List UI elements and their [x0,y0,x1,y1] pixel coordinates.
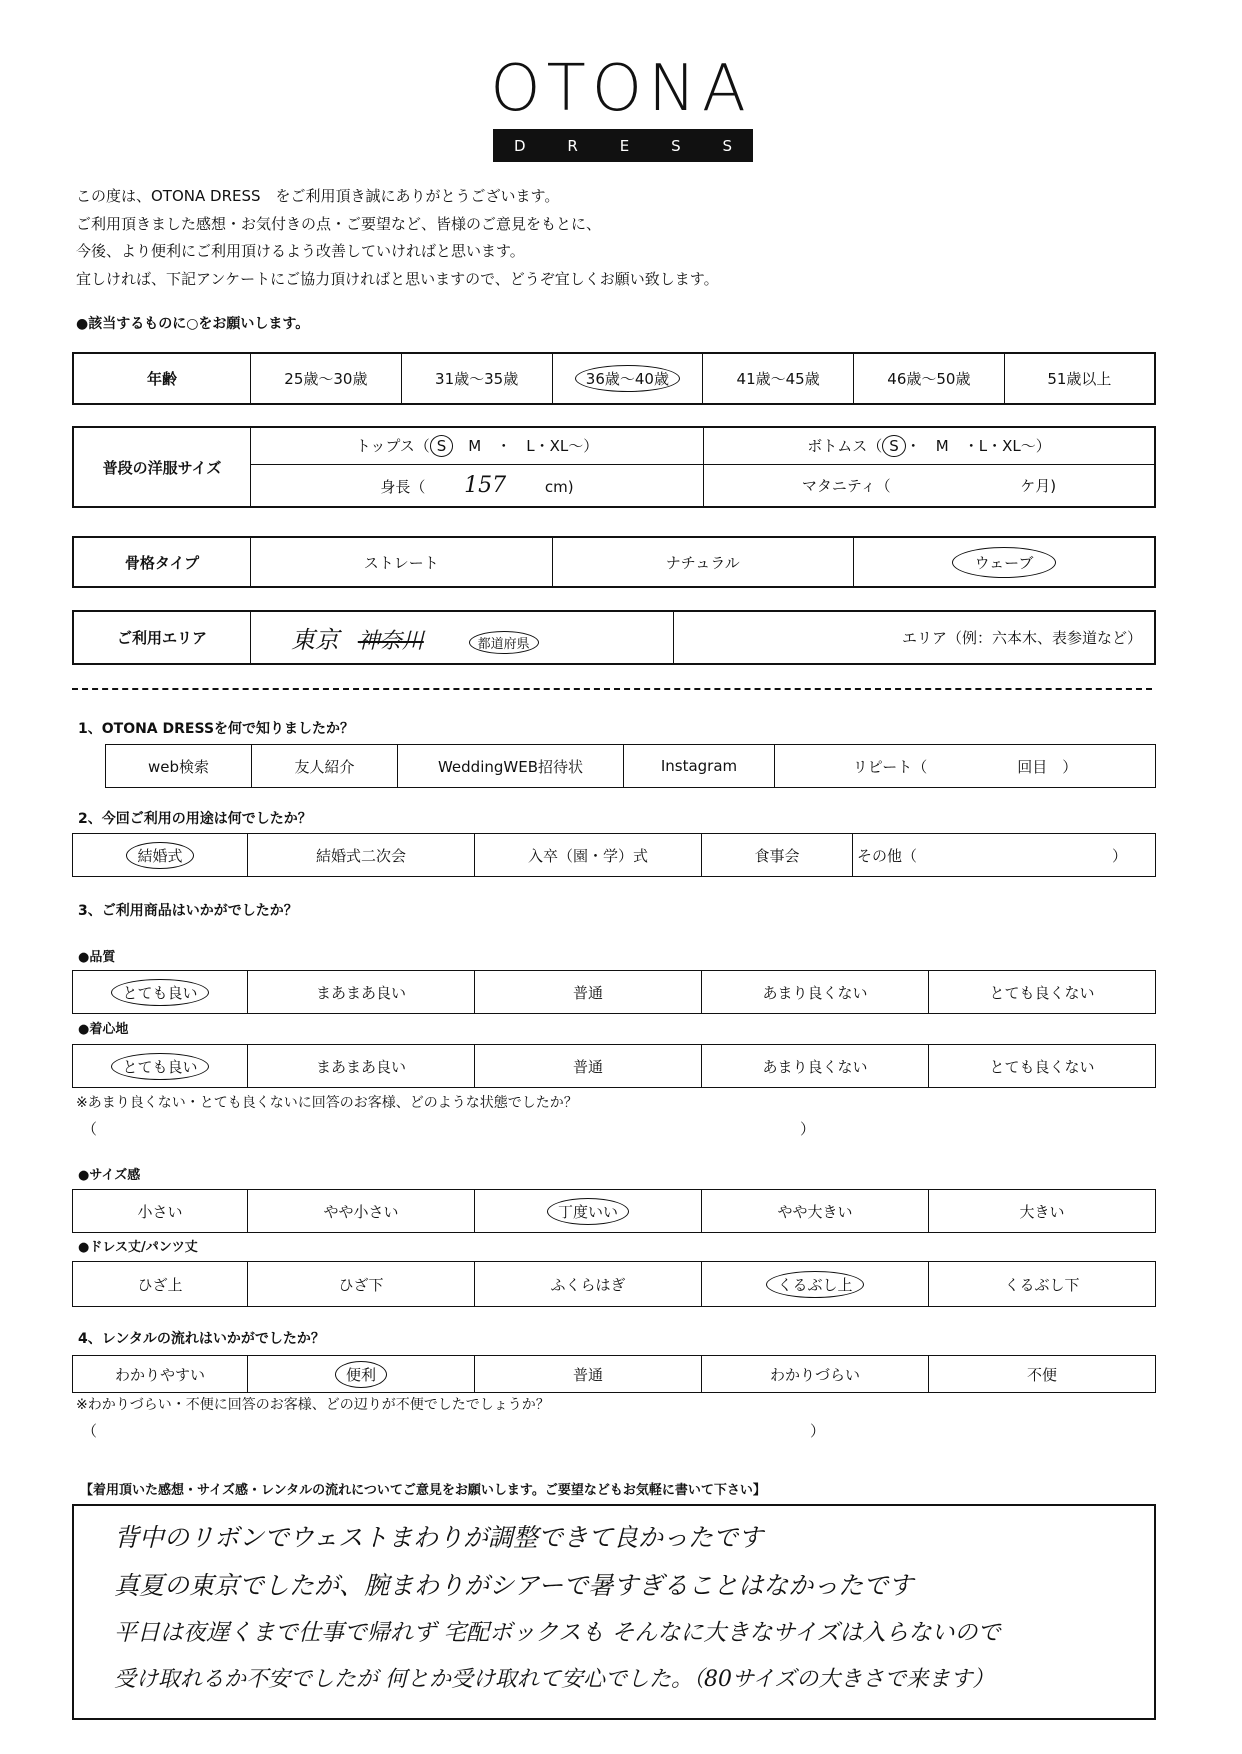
height-label: 身長（ [380,478,426,497]
frame-type-label: 骨格タイプ [73,537,251,587]
q2-option[interactable]: 食事会 [702,834,853,877]
selection-circle: 便利 [335,1361,387,1388]
area-table [72,610,1156,665]
logo-letter: S [671,136,681,155]
q3-note: ※あまり良くない・とても良くないに回答のお客様、どのような状態でしたか？ [76,1095,578,1111]
clothing-size-table [72,426,1156,508]
age-label: 年齢 [73,353,251,404]
frame-option-selected[interactable] [854,537,1156,587]
area-label: ご利用エリア [73,611,251,664]
age-option-selected[interactable] [552,353,703,404]
comfort-option[interactable]: とても良くない [929,1045,1156,1088]
frame-type-table [72,536,1156,588]
quality-table [72,970,1156,1014]
clothing-size-label: 普段の洋服サイズ [73,427,251,507]
age-option[interactable]: 41歳〜45歳 [703,353,854,404]
comfort-option[interactable]: 普通 [475,1045,702,1088]
bottoms-rest: ・ M ・L・XL〜） [905,437,1051,456]
selection-circle: とても良い [111,979,208,1006]
length-option[interactable]: ひざ下 [248,1262,475,1307]
fit-label: ●サイズ感 [78,1168,141,1183]
selection-circle: 36歳〜40歳 [575,365,680,392]
logo-title: OTONA [490,52,752,126]
quality-option[interactable]: 普通 [475,971,702,1014]
open-paren: （ [82,1120,98,1138]
q4-table [72,1355,1156,1393]
comfort-label: ●着心地 [78,1022,129,1037]
q2-table [72,833,1156,877]
bottoms-size[interactable] [704,427,1156,465]
selection-circle: 結婚式 [126,842,193,869]
area-hint[interactable]: エリア（例：六本木、表参道など） [674,611,1156,664]
logo-letter: R [567,136,578,155]
selection-circle: 丁度いい [547,1198,629,1225]
open-paren: （ [82,1422,98,1440]
fit-option[interactable]: やや小さい [248,1190,475,1233]
prefecture-field[interactable] [251,611,674,664]
frame-option[interactable]: ナチュラル [552,537,854,587]
q2-option[interactable]: その他（ ） [853,834,1156,877]
intro-line: 今後、より便利にご利用頂けるよう改善していければと思います。 [76,242,525,260]
intro-line: この度は、OTONA DRESS をご利用頂き誠にありがとうございます。 [76,187,560,205]
circle-instruction: ●該当するものに○をお願いします。 [76,316,310,332]
q4-option[interactable]: 不便 [929,1356,1156,1393]
selection-circle: S [882,435,906,457]
q2-option[interactable]: 入卒（園・学）式 [475,834,702,877]
q4-title: 4、レンタルの流れはいかがでしたか？ [78,1331,325,1347]
length-table [72,1261,1156,1307]
tops-label: トップス（ [355,437,430,456]
selection-circle: とても良い [111,1053,208,1080]
fit-option-selected[interactable] [475,1190,702,1233]
length-option[interactable]: くるぶし下 [929,1262,1156,1307]
fit-table [72,1189,1156,1233]
selection-circle: ウェーブ [952,547,1057,578]
quality-option[interactable]: まあまあ良い [248,971,475,1014]
age-table [72,352,1156,405]
feedback-box[interactable] [72,1504,1156,1720]
feedback-title: 【着用頂いた感想・サイズ感・レンタルの流れについてご意見をお願いします。ご要望などもお気軽に書いて下さい】 [80,1483,766,1498]
intro-line: ご利用頂きました感想・お気付きの点・ご要望など、皆様のご意見をもとに、 [76,214,602,233]
height-unit: cm) [544,478,574,497]
tops-size[interactable] [251,427,704,465]
q1-option[interactable]: WeddingWEB招待状 [398,745,624,788]
selection-circle: S [430,435,454,457]
feedback-line: 受け取れるか不安でしたが 何とか受け取れて安心でした。（80サイズの大きさで来ます） [114,1667,995,1692]
q2-option-selected[interactable] [73,834,248,877]
logo-letter: S [722,136,733,155]
q1-table [105,744,1156,788]
feedback-line: 背中のリボンでウェストまわりが調整できて良かったです [114,1523,764,1552]
quality-option[interactable]: とても良くない [929,971,1156,1014]
q1-option[interactable]: 友人紹介 [252,745,398,788]
feedback-line: 真夏の東京でしたが、腕まわりがシアーで暑すぎることはなかったです [114,1571,914,1600]
maternity-unit: ケ月) [1020,477,1057,496]
prefecture-handwritten: 東京 [291,626,339,654]
fit-option[interactable]: 小さい [73,1190,248,1233]
prefecture-struck: 神奈川 [357,629,424,654]
maternity-label: マタニティ（ [801,477,891,496]
height-field[interactable] [251,465,704,507]
length-option[interactable]: ひざ上 [73,1262,248,1307]
intro-text [76,183,719,293]
logo-letter: E [619,136,630,155]
q4-option[interactable]: わかりやすい [73,1356,248,1393]
quality-option[interactable]: あまり良くない [702,971,929,1014]
q1-option[interactable]: リピート（ 回目 ） [775,745,1156,788]
frame-option[interactable]: ストレート [251,537,553,587]
quality-label: ●品質 [78,950,116,965]
intro-line: 宜しければ、下記アンケートにご協力頂ければと思いますので、どうぞ宜しくお願い致します。 [76,269,719,288]
close-paren: ） [800,1120,816,1138]
fit-option[interactable]: やや大きい [702,1190,929,1233]
logo-subtitle [493,129,753,162]
age-option[interactable]: 31歳〜35歳 [401,353,552,404]
q1-option[interactable]: web検索 [106,745,252,788]
age-option[interactable]: 25歳〜30歳 [251,353,402,404]
q4-note: ※わかりづらい・不便に回答のお客様、どの辺りが不便でしたでしょうか？ [76,1397,550,1413]
height-value: 157 [464,473,507,499]
comfort-option[interactable]: まあまあ良い [248,1045,475,1088]
q4-option[interactable]: わかりづらい [702,1356,929,1393]
fit-option[interactable]: 大きい [929,1190,1156,1233]
selection-circle: くるぶし上 [766,1271,863,1298]
maternity-field[interactable] [704,465,1156,507]
q2-option[interactable]: 結婚式二次会 [248,834,475,877]
q4-option-selected[interactable] [248,1356,475,1393]
q3-title: 3、ご利用商品はいかがでしたか？ [78,903,298,919]
age-option[interactable]: 51歳以上 [1004,353,1155,404]
length-option-selected[interactable] [702,1262,929,1307]
selection-circle: 都道府県 [469,631,539,654]
q4-option[interactable]: 普通 [475,1356,702,1393]
comfort-option-selected[interactable] [73,1045,248,1088]
section-divider [72,688,1152,690]
age-option[interactable]: 46歳〜50歳 [854,353,1005,404]
comfort-table [72,1044,1156,1088]
q1-option[interactable]: Instagram [624,745,775,788]
logo-letter: D [513,136,526,155]
bottoms-label: ボトムス（ [807,437,883,456]
length-option[interactable]: ふくらはぎ [475,1262,702,1307]
quality-option-selected[interactable] [73,971,248,1014]
close-paren: ） [810,1422,826,1440]
tops-rest: M ・ L・XL〜） [468,437,599,456]
q2-title: 2、今回ご利用の用途は何でしたか？ [78,811,312,827]
comfort-option[interactable]: あまり良くない [702,1045,929,1088]
q1-title: 1、OTONA DRESSを何で知りましたか？ [78,721,355,737]
length-label: ●ドレス丈/パンツ丈 [78,1240,198,1255]
feedback-line: 平日は夜遅くまで仕事で帰れず 宅配ボックスも そんなに大きなサイズは入らないので [114,1620,1001,1646]
